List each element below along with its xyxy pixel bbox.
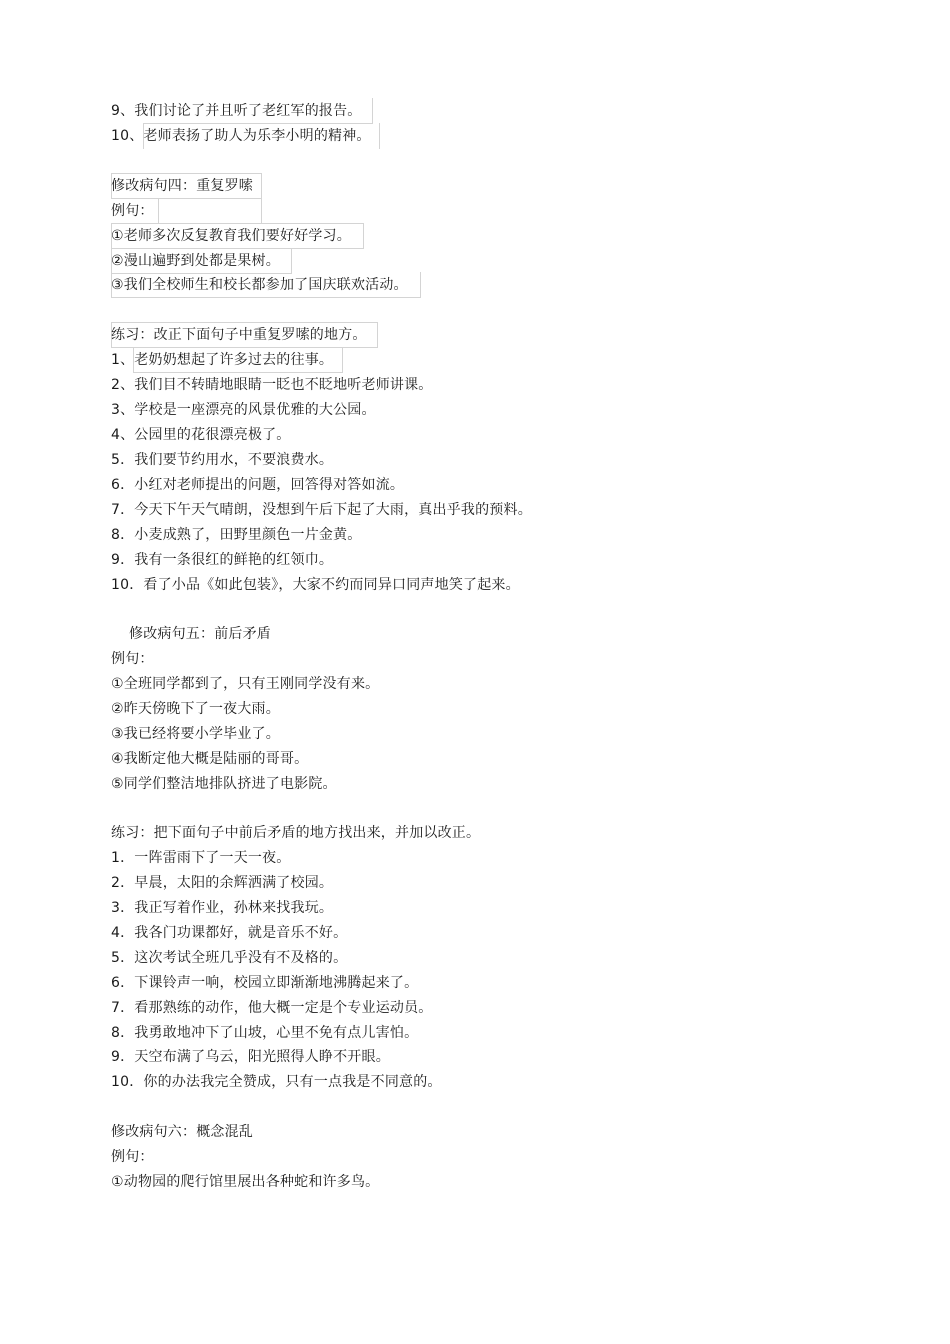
example-item: ②昨天傍晚下了一夜大雨。 <box>111 701 280 717</box>
section-heading: 修改病句四：重复罗嗦 <box>111 178 253 194</box>
example-item: ③我们全校师生和校长都参加了国庆联欢活动。 <box>111 277 408 293</box>
exercise-item: 2．早晨，太阳的余辉洒满了校园。 <box>111 875 334 891</box>
exercise-item: 4．我各门功课都好，就是音乐不好。 <box>111 925 348 941</box>
example-item: ③我已经将要小学毕业了。 <box>111 726 280 742</box>
exercise-item: 4、公园里的花很漂亮极了。 <box>111 427 291 443</box>
example-label: 例句： <box>111 203 154 219</box>
exercise-item: 6．小红对老师提出的问题，回答得对答如流。 <box>111 477 405 493</box>
exercise-item: 1．一阵雷雨下了一天一夜。 <box>111 850 291 866</box>
list-item: 9、我们讨论了并且听了老红军的报告。 <box>111 103 362 119</box>
example-label: 例句： <box>111 1149 154 1165</box>
exercise-item: 9．天空布满了乌云，阳光照得人睁不开眼。 <box>111 1049 390 1065</box>
exercise-heading: 练习：把下面句子中前后矛盾的地方找出来，并加以改正。 <box>111 825 481 841</box>
exercise-item: 8．小麦成熟了，田野里颜色一片金黄。 <box>111 527 362 543</box>
list-item: 10、老师表扬了助人为乐李小明的精神。 <box>111 128 371 144</box>
text-box-frame <box>158 198 262 224</box>
exercise-item: 9．我有一条很红的鲜艳的红领巾。 <box>111 552 334 568</box>
example-item: ①全班同学都到了，只有王刚同学没有来。 <box>111 676 380 692</box>
exercise-item: 2、我们目不转睛地眼睛一眨也不眨地听老师讲课。 <box>111 377 433 393</box>
section-heading: 修改病句五：前后矛盾 <box>129 626 271 642</box>
example-item: ①动物园的爬行馆里展出各种蛇和许多鸟。 <box>111 1174 380 1190</box>
exercise-item: 6．下课铃声一响，校园立即渐渐地沸腾起来了。 <box>111 975 419 991</box>
example-item: ⑤同学们整洁地排队挤进了电影院。 <box>111 776 337 792</box>
exercise-item: 8．我勇敢地冲下了山坡，心里不免有点儿害怕。 <box>111 1025 419 1041</box>
exercise-item: 10．你的办法我完全赞成，只有一点我是不同意的。 <box>111 1074 442 1090</box>
exercise-item: 1、老奶奶想起了许多过去的往事。 <box>111 352 334 368</box>
example-label: 例句： <box>111 651 154 667</box>
example-item: ①老师多次反复教育我们要好好学习。 <box>111 228 351 244</box>
exercise-item: 7．看那熟练的动作，他大概一定是个专业运动员。 <box>111 1000 433 1016</box>
exercise-item: 5．我们要节约用水，不要浪费水。 <box>111 452 334 468</box>
exercise-heading: 练习：改正下面句子中重复罗嗦的地方。 <box>111 327 367 343</box>
exercise-item: 3．我正写着作业，孙林来找我玩。 <box>111 900 334 916</box>
section-heading: 修改病句六：概念混乱 <box>111 1124 253 1140</box>
exercise-item: 5．这次考试全班几乎没有不及格的。 <box>111 950 348 966</box>
example-item: ④我断定他大概是陆丽的哥哥。 <box>111 751 309 767</box>
exercise-item: 7．今天下午天气晴朗，没想到午后下起了大雨，真出乎我的预料。 <box>111 502 532 518</box>
example-item: ②漫山遍野到处都是果树。 <box>111 253 280 269</box>
exercise-item: 3、学校是一座漂亮的风景优雅的大公园。 <box>111 402 376 418</box>
exercise-item: 10．看了小品《如此包装》，大家不约而同异口同声地笑了起来。 <box>111 577 520 593</box>
